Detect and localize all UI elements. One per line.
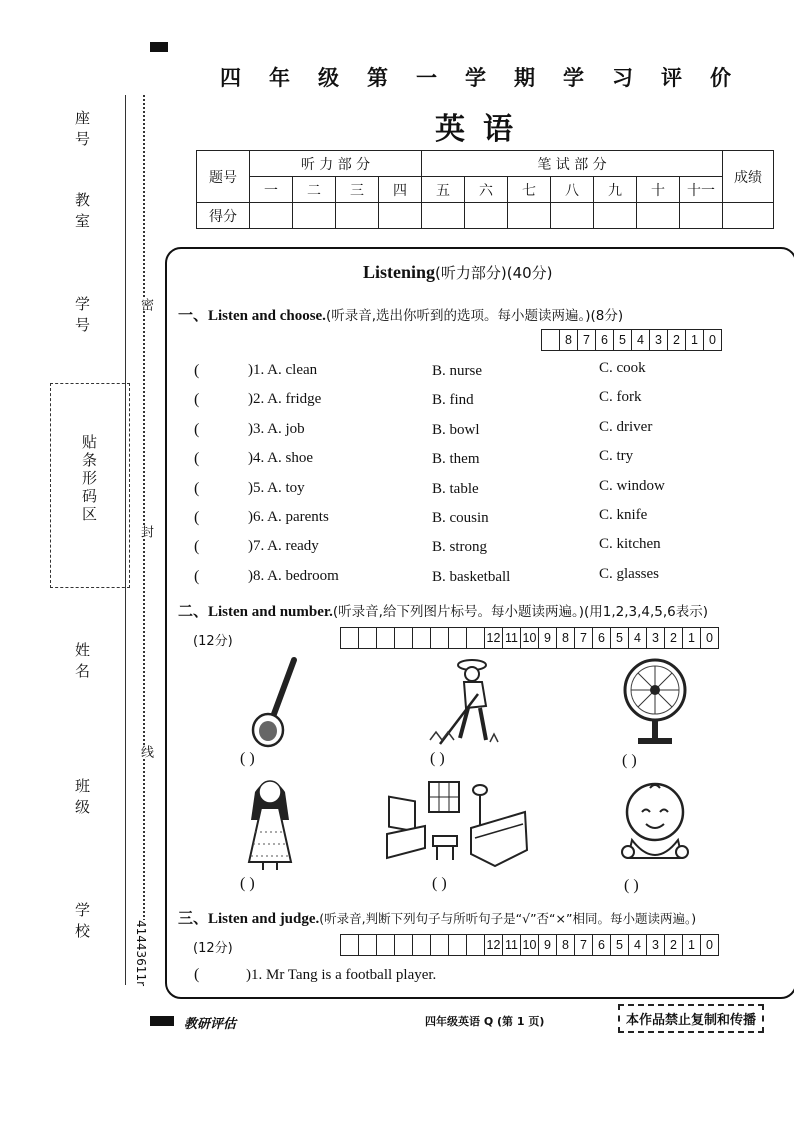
score-box (376, 628, 394, 648)
question-row (194, 506, 784, 538)
section1-instruction: (听录音,选出你听到的选项。每小题读两遍。)(8分) (325, 308, 624, 324)
footer-page: 四年级英语 Q (第 1 页) (425, 1015, 545, 1028)
score-box: 7 (574, 935, 592, 955)
option-a: )2. A. fridge (248, 391, 322, 408)
question-row (194, 477, 784, 509)
option-b: B. nurse (432, 363, 482, 379)
total-score-header: 成绩 (723, 151, 774, 203)
score-cell[interactable] (680, 203, 723, 229)
option-a: )5. A. toy (248, 479, 305, 496)
score-box: 11 (502, 628, 520, 648)
score-box: 5 (613, 330, 631, 350)
score-box: 4 (628, 628, 646, 648)
school-label: 学校 (73, 902, 91, 944)
answer-bracket[interactable]: ( (194, 567, 200, 585)
answer-bracket[interactable]: ( (194, 420, 200, 438)
classroom-label: 教室 (73, 192, 91, 234)
score-box (358, 935, 376, 955)
seal-mark-3: 线 (138, 745, 153, 758)
score-box (394, 628, 412, 648)
score-box: 8 (556, 628, 574, 648)
answer-bracket[interactable]: ( (194, 479, 200, 497)
option-c: C. glasses (599, 565, 659, 582)
option-b: B. find (432, 392, 474, 409)
score-cell[interactable] (293, 203, 336, 229)
score-box: 12 (484, 935, 502, 955)
score-box (466, 935, 484, 955)
section3-heading (178, 907, 696, 928)
score-box: 11 (502, 935, 520, 955)
score-box: 5 (610, 628, 628, 648)
spoon-picture (240, 656, 310, 748)
answer-bracket[interactable]: ( (194, 391, 200, 409)
answer-bracket[interactable]: ( (194, 450, 200, 468)
answer-bracket[interactable]: ( (194, 362, 200, 379)
section3-title: 三、Listen and judge. (178, 911, 320, 927)
section3-score-strip (340, 934, 719, 956)
option-c: C. knife (599, 506, 648, 523)
score-box (341, 628, 358, 648)
seat-label: 座号 (73, 110, 91, 152)
picture3-answer[interactable]: ( ) (622, 752, 637, 769)
score-box (341, 935, 358, 955)
score-box: 10 (520, 628, 538, 648)
col-number: 三 (336, 177, 379, 203)
section3-question-1 (194, 966, 436, 984)
score-cell[interactable] (379, 203, 422, 229)
col-number: 六 (465, 177, 508, 203)
score-box: 12 (484, 628, 502, 648)
option-b: B. them (432, 451, 480, 468)
question-row (194, 362, 784, 391)
barcode-area (50, 383, 130, 588)
option-c: C. kitchen (599, 536, 661, 553)
score-box: 9 (538, 628, 556, 648)
listening-part-header: 听 力 部 分 (250, 151, 422, 177)
option-b: B. bowl (432, 421, 480, 438)
option-b: B. cousin (432, 509, 489, 526)
score-box: 1 (682, 628, 700, 648)
score-box: 8 (559, 330, 577, 350)
section1-question-list (194, 362, 784, 597)
score-box: 5 (610, 935, 628, 955)
name-label: 姓名 (73, 642, 91, 684)
listening-section-box (165, 247, 794, 999)
score-box (376, 935, 394, 955)
score-box: 2 (664, 935, 682, 955)
section1-title: 一、Listen and choose. (178, 308, 326, 324)
score-table (196, 150, 774, 229)
question-row (194, 418, 784, 450)
picture2-answer[interactable]: ( ) (430, 750, 445, 767)
baby-picture (618, 778, 693, 868)
score-cell[interactable] (336, 203, 379, 229)
section1-score-strip (541, 329, 722, 351)
living-room-picture (385, 778, 530, 870)
section2-score-strip (340, 627, 719, 649)
section1-heading (178, 304, 623, 325)
score-box: 6 (592, 628, 610, 648)
score-box: 0 (700, 628, 718, 648)
answer-bracket[interactable]: ( (194, 538, 200, 556)
footer-left: 教研评估 (184, 1017, 237, 1032)
score-box (466, 628, 484, 648)
option-a: )4. A. shoe (248, 450, 313, 467)
score-box: 1 (685, 330, 703, 350)
score-box (430, 935, 448, 955)
option-a: )8. A. bedroom (248, 567, 339, 584)
question-number-label: 题号 (197, 151, 250, 203)
score-box: 4 (631, 330, 649, 350)
question-row (194, 538, 784, 567)
score-box: 9 (538, 935, 556, 955)
score-box: 2 (667, 330, 685, 350)
listening-heading (363, 262, 553, 283)
score-cell[interactable] (465, 203, 508, 229)
option-a: )3. A. job (248, 420, 305, 437)
section2-title: 二、Listen and number. (178, 604, 333, 620)
score-box: 7 (574, 628, 592, 648)
score-box (542, 330, 559, 350)
score-box: 10 (520, 935, 538, 955)
page-title: 四年级第一学期学习评价 (220, 66, 759, 90)
question-row (194, 391, 784, 420)
score-box: 7 (577, 330, 595, 350)
class-label: 班级 (73, 778, 91, 820)
score-cell[interactable] (508, 203, 551, 229)
barcode-label: 贴条形码区 (80, 434, 98, 524)
listening-heading-en: Listening (363, 262, 436, 282)
score-box (394, 935, 412, 955)
score-box: 0 (700, 935, 718, 955)
score-box: 3 (646, 935, 664, 955)
fan-picture (620, 658, 690, 748)
section2-points: (12分) (193, 634, 233, 649)
question-text: )1. Mr Tang is a football player. (246, 967, 437, 983)
score-box (358, 628, 376, 648)
score-box (412, 628, 430, 648)
score-box (448, 935, 466, 955)
col-number: 二 (293, 177, 336, 203)
picture4-answer[interactable]: ( ) (240, 875, 255, 892)
farmer-picture (420, 656, 510, 751)
col-number: 八 (551, 177, 594, 203)
seal-mark-1: 密 (138, 298, 153, 311)
section3-points: (12分) (193, 941, 233, 956)
score-box: 4 (628, 935, 646, 955)
picture1-answer[interactable]: ( ) (240, 750, 255, 767)
score-box: 3 (646, 628, 664, 648)
col-number: 十 (637, 177, 680, 203)
score-cell[interactable] (551, 203, 594, 229)
option-c: C. cook (599, 360, 646, 376)
section3-instruction: (听录音,判断下列句子与所听句子是“√”否“×”相同。每小题读两遍。) (319, 911, 697, 926)
listening-heading-cn: (听力部分)(40分) (435, 264, 553, 282)
picture6-answer[interactable]: ( ) (624, 877, 639, 894)
col-number: 一 (250, 177, 293, 203)
student-number-label: 学号 (73, 296, 91, 338)
col-number: 四 (379, 177, 422, 203)
option-a: )1. A. clean (248, 362, 318, 378)
binding-line-dashed (143, 95, 145, 985)
option-b: B. strong (432, 539, 488, 556)
section2-heading (178, 600, 708, 621)
binding-strip (0, 0, 160, 1000)
girl-picture (235, 772, 305, 872)
option-a: )6. A. parents (248, 508, 329, 525)
score-box (430, 628, 448, 648)
score-cell[interactable] (594, 203, 637, 229)
subject-title: 英语 (435, 112, 531, 147)
seal-mark-2: 封 (138, 525, 153, 538)
score-box: 1 (682, 935, 700, 955)
score-cell[interactable] (637, 203, 680, 229)
answer-bracket[interactable]: ( (194, 508, 200, 526)
score-box: 6 (592, 935, 610, 955)
col-number: 十一 (680, 177, 723, 203)
option-c: C. fork (599, 389, 642, 406)
option-b: B. table (432, 480, 479, 497)
answer-bracket[interactable]: ( (194, 966, 200, 983)
question-row (194, 450, 784, 479)
score-box: 3 (649, 330, 667, 350)
copyright-notice: 本作品禁止复制和传播 (618, 1004, 764, 1033)
score-box: 2 (664, 628, 682, 648)
footer-marker (150, 1016, 174, 1026)
score-box: 6 (595, 330, 613, 350)
option-c: C. try (599, 448, 634, 465)
col-number: 九 (594, 177, 637, 203)
score-cell[interactable] (250, 203, 293, 229)
option-c: C. driver (599, 418, 653, 435)
score-box: 8 (556, 935, 574, 955)
score-cell[interactable] (723, 203, 774, 229)
written-part-header: 笔 试 部 分 (422, 151, 723, 177)
score-box (412, 935, 430, 955)
col-number: 五 (422, 177, 465, 203)
picture5-answer[interactable]: ( ) (432, 875, 447, 892)
score-row-label: 得分 (197, 203, 250, 229)
section2-instruction: (听录音,给下列图片标号。每小题读两遍。)(用1,2,3,4,5,6表示) (332, 604, 709, 620)
paper-code: 41443611r (134, 920, 148, 987)
option-b: B. basketball (432, 568, 511, 585)
col-number: 七 (508, 177, 551, 203)
option-a: )7. A. ready (248, 538, 319, 555)
score-box (448, 628, 466, 648)
option-c: C. window (599, 477, 665, 494)
score-cell[interactable] (422, 203, 465, 229)
question-row (194, 565, 784, 597)
score-box: 0 (703, 330, 721, 350)
